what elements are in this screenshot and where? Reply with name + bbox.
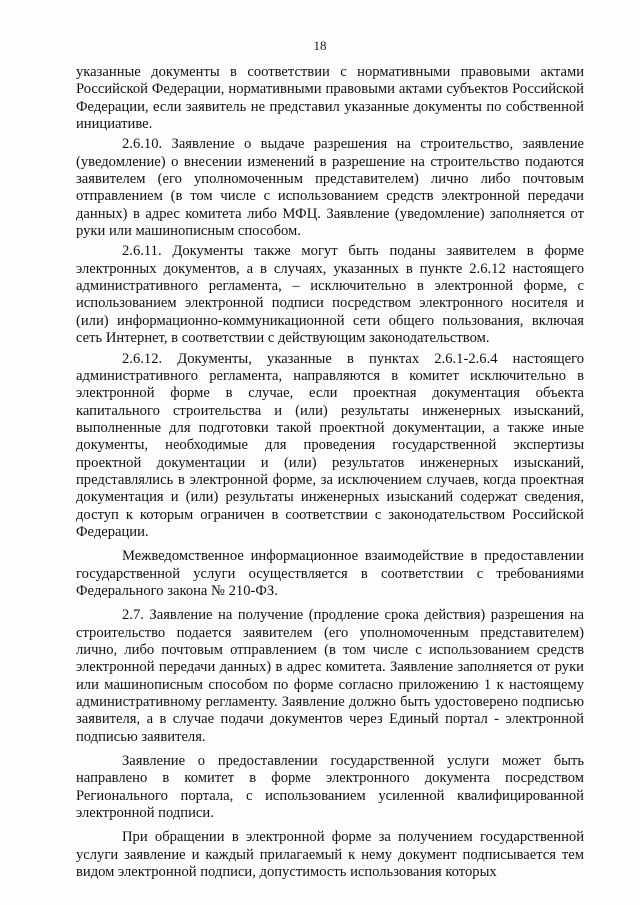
paragraph-electronic-signature: При обращении в электронной форме за получением государственной услуги заявление и каждый прилагаемый к нему документ подписывается тем видом электронной подписи, допустимость использования которых [76,829,584,881]
paragraph-regional-portal: Заявление о предоставлении государственной услуги может быть направлено в комитет в форме электронного документа посредством Регионального портала, с использованием усиленной квалифицированной электронной подписи. [76,753,584,822]
paragraph-2-6-12: 2.6.12. Документы, указанные в пунктах 2.6.1-2.6.4 настоящего административного регламента, направляются в комитет исключительно в электронной форме в случае, если проектная документация объекта капитального строительства и (или) результаты инженерных изысканий, выполненные для подготовки такой проектной документации, а также иные документы, необходимые для проведения государственной экспертизы проектной документации и (или) результатов инженерных изысканий, представлялись в электронной форме, за исключением случаев, когда проектная документация и (или) результаты инженерных изысканий содержат сведения, доступ к которым ограничен в соответствии с законодательством Российской Федерации. [76,350,584,540]
paragraph-2-6-10: 2.6.10. Заявление о выдаче разрешения на строительство, заявление (уведомление) о внесении изменений в разрешение на строительство подаются заявителем (его уполномоченным представителем) лично либо почтовым отправлением (в том числе с использованием средств электронной передачи данных) в адрес комитета либо МФЦ. Заявление (уведомление) заполняется от руки или машинописным способом. [76,136,584,240]
paragraph-continuation: указанные документы в соответствии с нормативными правовыми актами Российской Федерации, нормативными правовыми актами субъектов Российской Федерации, если заявитель не представил указанные документы по собственной инициативе. [76,64,584,133]
paragraph-2-7: 2.7. Заявление на получение (продление срока действия) разрешения на строительство подается заявителем (его уполномоченным представителем) лично, либо почтовым отправлением (в том числе с использованием средств электронной передачи данных) в адрес комитета. Заявление заполняется от руки или машинописным способом по форме согласно приложению 1 к настоящему административному регламенту. Заявление должно быть удостоверено подписью заявителя, а в случае подачи документов через Единый портал - электронной подписью заявителя. [76,607,584,745]
document-body [76,64,584,884]
paragraph-2-6-11: 2.6.11. Документы также могут быть поданы заявителем в форме электронных документов, а в случаях, указанных в пункте 2.6.12 настоящего административного регламента, – исключительно в электронной форме, с использованием электронной подписи посредством электронного носителя и (или) информационно-коммуникационной сети общего пользования, включая сеть Интернет, в соответствии с действующим законодательством. [76,243,584,347]
page-number: 18 [313,38,327,53]
paragraph-interagency: Межведомственное информационное взаимодействие в предоставлении государственной услуги осуществляется в соответствии с требованиями Федерального закона № 210-ФЗ. [76,548,584,599]
